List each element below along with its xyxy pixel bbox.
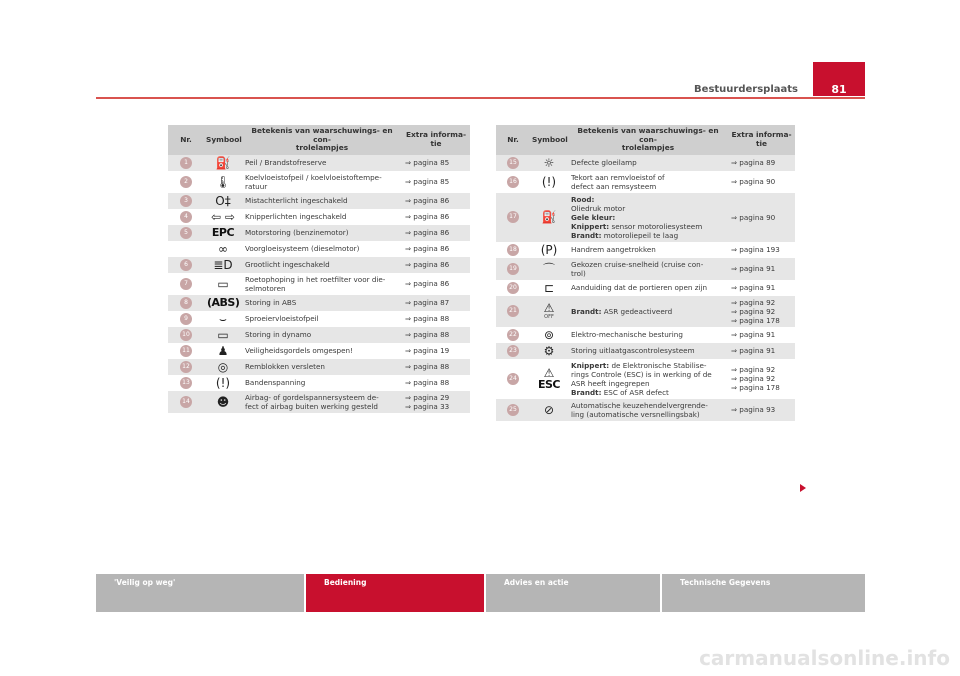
footer-tab-label: Bediening xyxy=(324,578,367,587)
row-number-cell xyxy=(168,327,204,343)
row-number-cell xyxy=(496,193,530,242)
page-reference-cell: ⇒ pagina 85 xyxy=(402,155,470,171)
page-reference-cell: ⇒ pagina 89 xyxy=(728,155,795,171)
abs-icon: (ABS) xyxy=(207,296,240,310)
row-number-cell xyxy=(168,209,204,225)
col-nr: Nr. xyxy=(168,125,204,155)
row-number-badge: 7 xyxy=(180,278,192,290)
table-row xyxy=(168,391,470,413)
rear-fog-icon: O‡ xyxy=(215,193,231,208)
row-number-cell xyxy=(168,241,204,257)
description-cell: Tekort aan remvloeistof of defect aan remsysteem xyxy=(568,171,728,193)
row-number-badge: 25 xyxy=(507,404,519,416)
symbol-cell xyxy=(204,391,242,413)
symbol-cell xyxy=(204,327,242,343)
desc-text: motoroliepeil te laag xyxy=(603,230,679,240)
col-nr: Nr. xyxy=(496,125,530,155)
row-number-cell xyxy=(168,193,204,209)
exhaust-control-icon: ⚙ xyxy=(543,343,555,358)
footer-tab-technisch[interactable] xyxy=(662,574,865,612)
page-reference-cell: ⇒ pagina 91 xyxy=(728,343,795,359)
desc-label: Knippert: xyxy=(571,221,610,231)
table-row xyxy=(168,171,470,193)
description-cell: Aanduiding dat de portieren open zijn xyxy=(568,280,728,296)
symbol-cell xyxy=(204,241,242,257)
table-row xyxy=(168,257,470,273)
continue-arrow-icon xyxy=(800,484,806,492)
symbol-cell xyxy=(204,257,242,273)
row-number-badge: 17 xyxy=(507,211,519,223)
page-reference-cell: ⇒ pagina 90 xyxy=(728,193,795,242)
page-reference-cell: ⇒ pagina 86 xyxy=(402,241,470,257)
symbol-cell xyxy=(204,171,242,193)
row-number-cell xyxy=(168,155,204,171)
footer-tab-label: Technische Gegevens xyxy=(680,578,771,587)
row-number-cell xyxy=(496,280,530,296)
row-number-badge: 24 xyxy=(507,373,519,385)
row-number-badge: 22 xyxy=(507,329,519,341)
page-reference-cell: ⇒ pagina 86 xyxy=(402,193,470,209)
table-row xyxy=(168,343,470,359)
page-reference-cell: ⇒ pagina 85 xyxy=(402,171,470,193)
description-cell: Roetophoping in het roetfilter voor die- selmotoren xyxy=(242,273,402,295)
symbol-cell xyxy=(530,242,568,258)
page-reference-cell: ⇒ pagina 90 xyxy=(728,171,795,193)
row-number-badge: 1 xyxy=(180,157,192,169)
page-reference-cell: ⇒ pagina 92 ⇒ pagina 92 ⇒ pagina 178 xyxy=(728,359,795,399)
description-cell: Koelvloeistofpeil / koelvloeistoftempe- ratuur xyxy=(242,171,402,193)
glow-plug-icon: ∞ xyxy=(218,241,228,256)
symbol-cell xyxy=(204,155,242,171)
warning-lamps-table-left xyxy=(168,125,470,413)
seatbelt-icon: ♟ xyxy=(217,343,229,358)
row-number-badge: 2 xyxy=(180,176,192,188)
table-row xyxy=(168,273,470,295)
diesel-filter-icon: ▭ xyxy=(217,276,229,291)
table-row xyxy=(168,155,470,171)
page-reference-cell: ⇒ pagina 88 xyxy=(402,311,470,327)
table-row xyxy=(168,311,470,327)
symbol-cell xyxy=(530,296,568,327)
col-symbool: Symbool xyxy=(204,125,242,155)
table-row xyxy=(168,295,470,311)
airbag-icon: ☻ xyxy=(216,394,230,409)
row-number-badge: 23 xyxy=(507,345,519,357)
row-number-badge: 16 xyxy=(507,176,519,188)
fuel-icon: ⛽ xyxy=(215,155,231,170)
col-betekenis: Betekenis van waarschuwings- en con- trolelampjes xyxy=(242,125,402,155)
row-number-cell xyxy=(168,391,204,413)
page-reference-cell: ⇒ pagina 88 xyxy=(402,375,470,391)
esc-icon: ⚠ xyxy=(543,366,555,381)
description-cell: Airbag- of gordelspannersysteem de- fect of airbag buiten werking gesteld xyxy=(242,391,402,413)
row-number-cell xyxy=(168,343,204,359)
row-number-badge: 13 xyxy=(180,377,192,389)
description-cell: Automatische keuzehendelvergrende- ling (automatische versnellingsbak) xyxy=(568,399,728,421)
table-row xyxy=(168,209,470,225)
page-title: Bestuurdersplaats xyxy=(694,84,798,95)
description-cell: Grootlicht ingeschakeld xyxy=(242,257,402,273)
row-number-cell xyxy=(168,171,204,193)
tyre-pressure-icon: (!) xyxy=(215,375,231,390)
symbol-cell xyxy=(530,193,568,242)
row-number-cell xyxy=(168,295,204,311)
page-reference-cell: ⇒ pagina 88 xyxy=(402,359,470,375)
description-cell: Defecte gloeilamp xyxy=(568,155,728,171)
brake-fluid-icon: (!) xyxy=(541,174,557,189)
symbol-cell xyxy=(530,171,568,193)
description-cell: Storing in ABS xyxy=(242,295,402,311)
row-number-cell xyxy=(496,171,530,193)
page-reference-cell: ⇒ pagina 193 xyxy=(728,242,795,258)
oil-can-icon: ⛽ xyxy=(541,210,557,225)
description-cell: Bandenspanning xyxy=(242,375,402,391)
description-cell: Sproeiervloeistofpeil xyxy=(242,311,402,327)
footer-tab-veilig[interactable] xyxy=(96,574,304,612)
row-number-badge: 12 xyxy=(180,361,192,373)
table-row xyxy=(496,327,795,343)
symbol-cell xyxy=(530,155,568,171)
gear-lock-icon: ⊘ xyxy=(543,402,555,417)
symbol-cell xyxy=(530,327,568,343)
desc-label: Gele kleur: xyxy=(571,212,616,222)
row-number-cell xyxy=(168,273,204,295)
table-row xyxy=(496,193,795,242)
table-row xyxy=(168,327,470,343)
page-reference-cell: ⇒ pagina 86 xyxy=(402,209,470,225)
description-cell xyxy=(568,296,728,327)
row-number-cell xyxy=(496,399,530,421)
desc-text: de Elektronische Stabilise- rings Controle (ESC) is in werking of de ASR heeft ingegrepen xyxy=(571,360,712,388)
description-cell: Elektro-mechanische besturing xyxy=(568,327,728,343)
page-reference-cell: ⇒ pagina 91 xyxy=(728,280,795,296)
table-row xyxy=(168,193,470,209)
page-reference-cell: ⇒ pagina 86 xyxy=(402,273,470,295)
table-row xyxy=(168,225,470,241)
desc-text: sensor motoroliesysteem xyxy=(611,221,703,231)
symbol-cell xyxy=(204,193,242,209)
brake-pad-icon: ◎ xyxy=(217,359,229,374)
coolant-icon: 🌡 xyxy=(215,174,231,189)
description-cell: Storing in dynamo xyxy=(242,327,402,343)
table-row xyxy=(496,296,795,327)
page-reference-cell: ⇒ pagina 88 xyxy=(402,327,470,343)
desc-label: Brandt: xyxy=(571,230,602,240)
symbol-cell xyxy=(530,359,568,399)
table-row xyxy=(496,155,795,171)
row-number-cell xyxy=(168,225,204,241)
page-reference-cell: ⇒ pagina 92 ⇒ pagina 92 ⇒ pagina 178 xyxy=(728,296,795,327)
handbrake-icon: (P) xyxy=(540,242,558,257)
row-number-cell xyxy=(496,296,530,327)
row-number-badge: 10 xyxy=(180,329,192,341)
description-cell: Mistachterlicht ingeschakeld xyxy=(242,193,402,209)
page-reference-cell: ⇒ pagina 86 xyxy=(402,225,470,241)
symbol-cell xyxy=(530,280,568,296)
row-number-badge: 15 xyxy=(507,157,519,169)
row-number-badge: 19 xyxy=(507,263,519,275)
row-number-cell xyxy=(168,257,204,273)
esc-text-icon: ESC xyxy=(537,378,560,392)
row-number-badge: 18 xyxy=(507,244,519,256)
row-number-cell xyxy=(168,359,204,375)
row-number-cell xyxy=(496,343,530,359)
row-number-cell xyxy=(496,359,530,399)
high-beam-icon: ≣D xyxy=(213,257,233,272)
row-number-cell xyxy=(496,258,530,280)
desc-label: Brandt: xyxy=(571,306,602,316)
turn-signal-icon: ⇦ ⇨ xyxy=(211,209,235,224)
symbol-cell xyxy=(204,295,242,311)
symbol-cell xyxy=(204,225,242,241)
description-cell: Motorstoring (benzinemotor) xyxy=(242,225,402,241)
description-cell: Knipperlichten ingeschakeld xyxy=(242,209,402,225)
epc-icon: EPC xyxy=(211,226,235,240)
row-number-cell xyxy=(496,155,530,171)
page-reference-cell: ⇒ pagina 93 xyxy=(728,399,795,421)
col-extra: Extra informa- tie xyxy=(402,125,470,155)
symbol-cell xyxy=(530,258,568,280)
watermark: carmanualsonline.info xyxy=(699,646,950,670)
symbol-cell xyxy=(204,273,242,295)
page-reference-cell: ⇒ pagina 91 xyxy=(728,327,795,343)
row-number-badge: 5 xyxy=(180,227,192,239)
desc-text: ASR gedeactiveerd xyxy=(603,306,673,316)
symbol-cell xyxy=(530,343,568,359)
warning-lamps-table-right xyxy=(496,125,795,421)
header-divider xyxy=(96,97,865,99)
footer-tab-label: Advies en actie xyxy=(504,578,569,587)
description-cell: Remblokken versleten xyxy=(242,359,402,375)
table-row xyxy=(496,171,795,193)
symbol-cell xyxy=(204,375,242,391)
table-row xyxy=(496,280,795,296)
table-row xyxy=(496,343,795,359)
table-row xyxy=(496,258,795,280)
battery-icon: ▭ xyxy=(217,327,229,342)
row-number-badge: 4 xyxy=(180,211,192,223)
description-cell xyxy=(568,359,728,399)
row-number-badge: 21 xyxy=(507,305,519,317)
row-number-cell xyxy=(168,311,204,327)
row-number-badge: 6 xyxy=(180,259,192,271)
table-row xyxy=(168,241,470,257)
desc-text: ESC of ASR defect xyxy=(603,387,669,397)
icon-sub-label: OFF xyxy=(544,313,554,320)
col-betekenis: Betekenis van waarschuwings- en con- trolelampjes xyxy=(568,125,728,155)
desc-text: Oliedruk motor xyxy=(571,203,626,213)
row-number-badge: 11 xyxy=(180,345,192,357)
door-open-icon: ⊏ xyxy=(543,280,555,295)
page-reference-cell: ⇒ pagina 19 xyxy=(402,343,470,359)
symbol-cell xyxy=(204,359,242,375)
description-cell: Veiligheidsgordels omgespen! xyxy=(242,343,402,359)
row-number-cell xyxy=(168,375,204,391)
bulb-fault-icon: ☼ xyxy=(543,155,555,170)
row-number-badge: 8 xyxy=(180,297,192,309)
description-cell: Storing uitlaatgascontrolesysteem xyxy=(568,343,728,359)
table-row xyxy=(496,242,795,258)
row-number-badge: 20 xyxy=(507,282,519,294)
symbol-cell xyxy=(204,209,242,225)
table-row xyxy=(168,375,470,391)
steering-icon: ⊚ xyxy=(543,327,555,342)
description-cell: Voorgloeisysteem (dieselmotor) xyxy=(242,241,402,257)
asr-off-icon: ⚠ xyxy=(543,300,555,315)
row-number-cell xyxy=(496,242,530,258)
page-reference-cell: ⇒ pagina 91 xyxy=(728,258,795,280)
table-row xyxy=(496,399,795,421)
washer-fluid-icon: ⌣ xyxy=(219,311,227,326)
footer-tab-advies[interactable] xyxy=(486,574,660,612)
page-reference-cell: ⇒ pagina 87 xyxy=(402,295,470,311)
footer-tab-bediening[interactable] xyxy=(306,574,484,612)
col-symbool: Symbool xyxy=(530,125,568,155)
col-extra: Extra informa- tie xyxy=(728,125,795,155)
row-number-badge: 9 xyxy=(180,313,192,325)
symbol-cell xyxy=(204,343,242,359)
desc-label: Rood: xyxy=(571,194,595,204)
desc-label: Brandt: xyxy=(571,387,602,397)
page-reference-cell: ⇒ pagina 29 ⇒ pagina 33 xyxy=(402,391,470,413)
cruise-control-icon: ⌒ xyxy=(542,261,555,276)
desc-label: Knippert: xyxy=(571,360,610,370)
description-cell: Gekozen cruise-snelheid (cruise con- trol) xyxy=(568,258,728,280)
page-number: 81 xyxy=(813,62,865,96)
footer-tab-label: 'Veilig op weg' xyxy=(114,578,176,587)
row-number-badge: 14 xyxy=(180,396,192,408)
row-number-badge: 3 xyxy=(180,195,192,207)
symbol-cell xyxy=(204,311,242,327)
description-cell: Peil / Brandstofreserve xyxy=(242,155,402,171)
page-reference-cell: ⇒ pagina 86 xyxy=(402,257,470,273)
table-row xyxy=(168,359,470,375)
description-cell xyxy=(568,193,728,242)
description-cell: Handrem aangetrokken xyxy=(568,242,728,258)
symbol-cell xyxy=(530,399,568,421)
table-row xyxy=(496,359,795,399)
row-number-cell xyxy=(496,327,530,343)
